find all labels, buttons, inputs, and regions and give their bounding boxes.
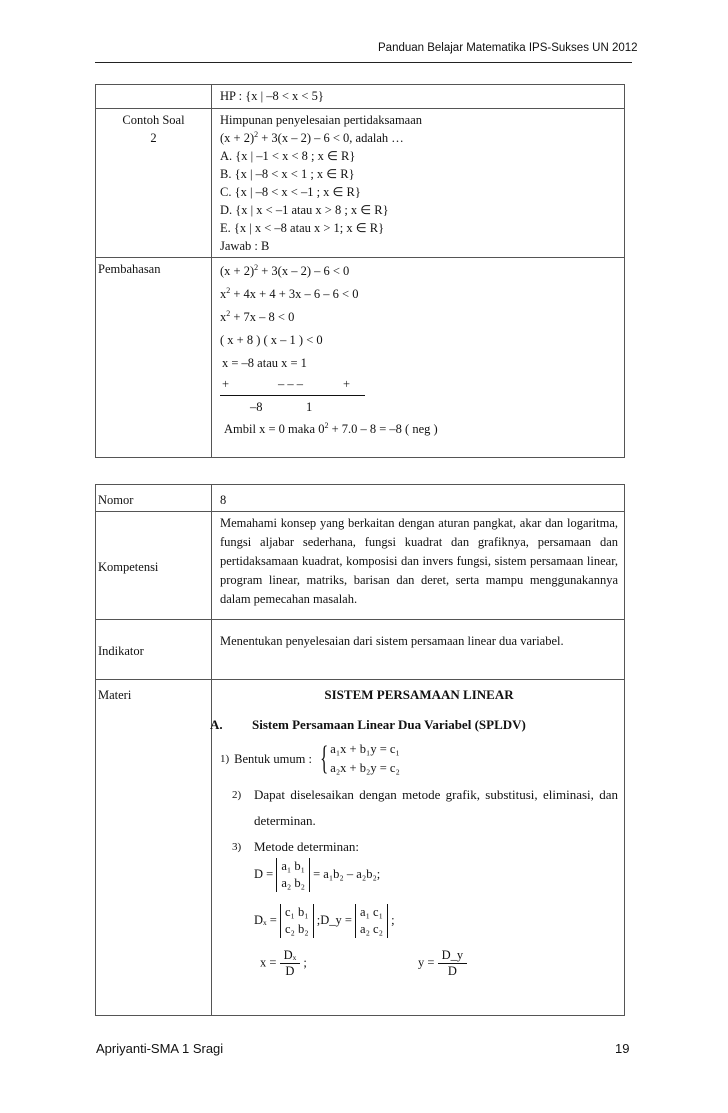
section-letter: A. xyxy=(210,717,223,732)
page-number: 19 xyxy=(615,1041,630,1056)
step-3: $x^2 + 7x - 8 < 0$ xyxy=(220,308,295,324)
item-3-num: 3) xyxy=(232,841,242,853)
answer-line: Jawab : B xyxy=(220,239,270,253)
page-header: Panduan Belajar Matematika IPS-Sukses UN 2012 xyxy=(378,42,638,54)
hp-cell xyxy=(212,85,625,109)
determinant-D xyxy=(254,858,618,892)
sign-plus-left: + xyxy=(222,377,230,391)
step-5: x = –8 atau x = 1 xyxy=(222,356,307,370)
item-2-num: 2) xyxy=(232,789,242,801)
pembahasan-label: Pembahasan xyxy=(96,258,212,458)
option-b: B. {x | –8 < x < 1 ; x ∈ R} xyxy=(220,167,355,181)
Dy-label: ;D_y = xyxy=(316,912,352,927)
item-1-num: 1) xyxy=(220,753,230,765)
nomor-label: Nomor xyxy=(96,485,212,512)
step-4: ( x + 8 ) ( x – 1 ) < 0 xyxy=(220,333,323,347)
indikator-text: Menentukan penyelesaian dari sistem persamaan linear dua variabel. xyxy=(212,620,625,680)
material-table xyxy=(95,484,625,1016)
footer-author: Apriyanti-SMA 1 Sragi xyxy=(96,1041,224,1056)
indikator-label: Indikator xyxy=(96,620,212,680)
option-e: E. {x | x < –8 atau x > 1; x ∈ R} xyxy=(220,221,385,235)
y-formula: y = $\frac{D\_y}{D}$ xyxy=(418,948,467,979)
Dy-matrix: a₁ c₁ a₂ c₂ xyxy=(355,904,388,938)
Dx-label: Dₓ = xyxy=(254,912,277,927)
root-left: –8 xyxy=(250,400,263,414)
equation-2: a₂x + b₂y = c₂ xyxy=(330,761,400,775)
hp-line: HP : {x | –8 < x < 5} xyxy=(220,89,324,103)
sign-plus-right: + xyxy=(343,377,351,391)
contoh-label-line1: Contoh Soal xyxy=(122,113,185,127)
materi-cell xyxy=(212,680,625,1016)
determinant-Dx-Dy xyxy=(254,904,618,938)
option-d: D. {x | x < –1 atau x > 8 ; x ∈ R} xyxy=(220,203,389,217)
item-3 xyxy=(232,838,618,856)
step-2: $x^2 + 4x + 4 + 3x - 6 - 6 < 0$ xyxy=(220,285,359,301)
contoh-label xyxy=(96,109,212,258)
section-heading xyxy=(210,716,618,734)
D-result: = a₁b₂ – a₂b₂; xyxy=(313,866,381,881)
kompetensi-text: Memahami konsep yang berkaitan dengan aturan pangkat, akar dan logaritma, fungsi aljabar sederhana, fungsi kuadrat dan grafiknya, persamaan dan pertidaksamaan kuadrat, komposisi dan invers fungsi, sistem persamaan linear, program linear, matriks, barisan dan deret, serta mampu menggunakannya dalam pemecahan masalah. xyxy=(212,512,625,620)
question-cell xyxy=(212,109,625,258)
D-matrix: a₁ b₁ a₂ b₂ xyxy=(276,858,310,892)
example-table xyxy=(95,84,625,458)
item-2-text: Dapat diselesaikan dengan metode grafik, substitusi, eliminasi, dan determinan. xyxy=(254,787,618,828)
nomor-value: 8 xyxy=(212,485,625,512)
equation-system xyxy=(330,740,400,778)
section-title: Sistem Persamaan Linear Dua Variabel (SPLDV) xyxy=(252,717,526,732)
header-rule xyxy=(95,62,632,63)
solution-cell xyxy=(212,258,625,458)
x-formula: x = $\frac{\text{Dₓ}}{D}$ ; xyxy=(260,948,307,978)
materi-title: SISTEM PERSAMAAN LINEAR xyxy=(324,687,514,702)
Dy-end: ; xyxy=(391,912,395,927)
materi-label: Materi xyxy=(96,680,212,1016)
step-1: $(x + 2)^2 + 3(x - 2) - 6 < 0$ xyxy=(220,262,350,278)
item-1 xyxy=(220,740,618,778)
ambil-line: Ambil x = 0 maka $0^2 + 7.0 - 8 = -8$ ( neg ) xyxy=(224,420,438,436)
Dx-matrix: c₁ b₁ c₂ b₂ xyxy=(280,904,314,938)
item-2 xyxy=(232,782,618,834)
D-label: D = xyxy=(254,866,274,881)
root-right: 1 xyxy=(306,400,313,414)
option-c: C. {x | –8 < x < –1 ; x ∈ R} xyxy=(220,185,361,199)
brace-icon: { xyxy=(320,740,329,777)
blank-label-cell xyxy=(96,85,212,109)
sign-minus: – – – xyxy=(278,377,303,391)
question-line1: Himpunan penyelesaian pertidaksamaan xyxy=(220,113,423,127)
question-expression: $(x + 2)^2 + 3(x - 2) - 6 < 0$, adalah … xyxy=(220,129,404,145)
item-1-label: Bentuk umum : xyxy=(234,752,312,766)
equation-1: a₁x + b₁y = c₁ xyxy=(330,742,400,756)
kompetensi-label: Kompetensi xyxy=(96,512,212,620)
roots-line xyxy=(220,396,618,418)
sign-line xyxy=(220,375,365,396)
item-3-text: Metode determinan: xyxy=(254,839,360,854)
solution-formulas xyxy=(260,948,618,986)
option-a: A. {x | –1 < x < 8 ; x ∈ R} xyxy=(220,149,356,163)
contoh-label-line2: 2 xyxy=(150,131,157,145)
